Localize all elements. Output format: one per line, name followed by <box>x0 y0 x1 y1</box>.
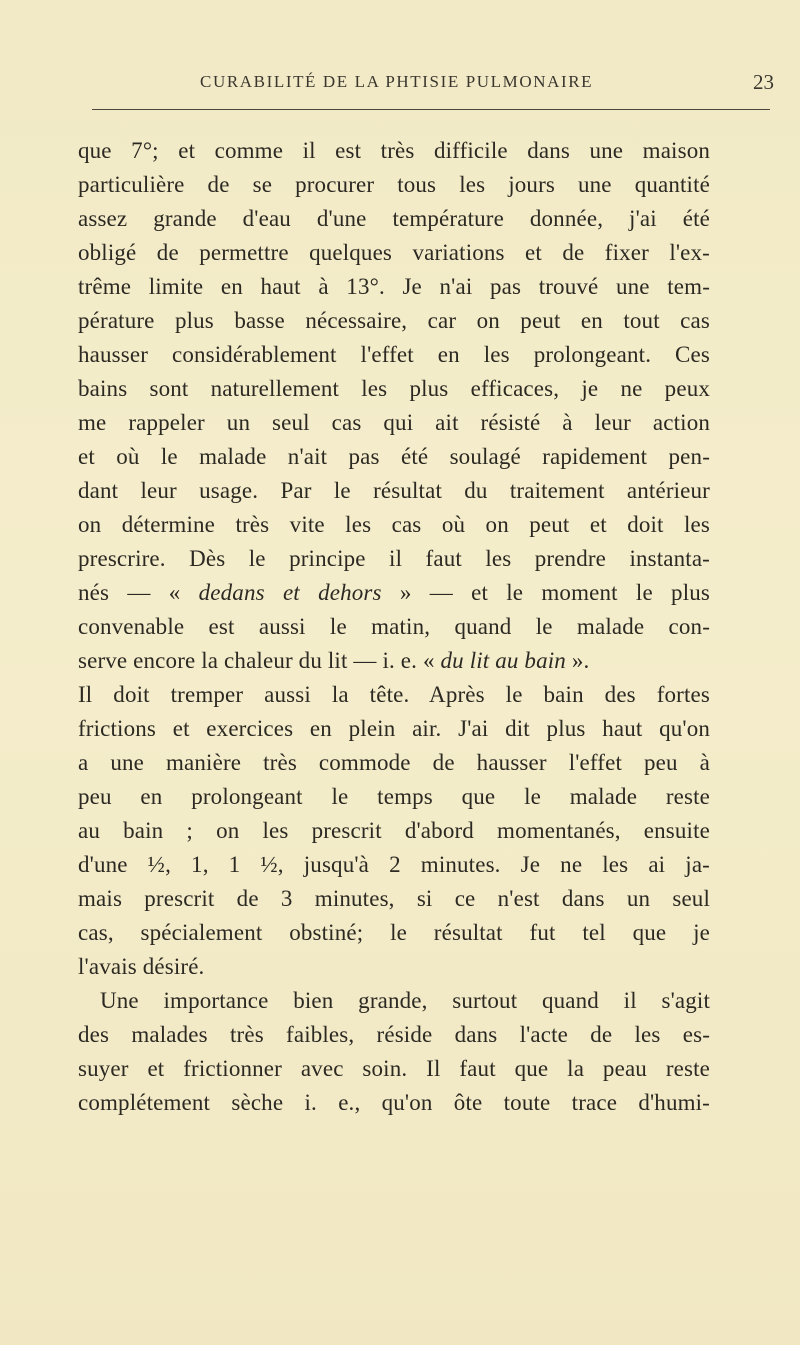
text-line: assez grande d'eau d'une température donnée, j'ai été <box>78 206 710 231</box>
text-segment: » — et le moment le plus <box>381 580 710 605</box>
text-line: des malades très faibles, réside dans l'acte de les es- <box>78 1022 710 1047</box>
header-rule <box>92 109 770 110</box>
text-line: l'avais désiré. <box>78 954 205 979</box>
text-line: complétement sèche i. e., qu'on ôte toute trace d'humi- <box>78 1090 710 1115</box>
text-line: Il doit tremper aussi la tête. Après le bain des fortes <box>78 682 710 707</box>
text-line: on détermine très vite les cas où on peut et doit les <box>78 512 710 537</box>
text-line: particulière de se procurer tous les jours une quantité <box>78 172 710 197</box>
text-line: et où le malade n'ait pas été soulagé rapidement pen- <box>78 444 710 469</box>
page-number: 23 <box>753 70 774 94</box>
text-line: convenable est aussi le matin, quand le malade con- <box>78 614 710 639</box>
text-line: frictions et exercices en plein air. J'ai dit plus haut qu'on <box>78 716 710 741</box>
text-line: suyer et frictionner avec soin. Il faut que la peau reste <box>78 1056 710 1081</box>
body-text <box>78 134 710 1120</box>
text-segment: serve encore la chaleur du lit — i. e. « <box>78 648 441 673</box>
text-line: pérature plus basse nécessaire, car on peut en tout cas <box>78 308 710 333</box>
text-line: d'une ½, 1, 1 ½, jusqu'à 2 minutes. Je ne les ai ja- <box>78 852 710 877</box>
text-line: cas, spécialement obstiné; le résultat fut tel que je <box>78 920 710 945</box>
italic-phrase: du lit au bain <box>440 648 566 673</box>
text-line: mais prescrit de 3 minutes, si ce n'est dans un seul <box>78 886 710 911</box>
text-segment: nés — « <box>78 580 199 605</box>
text-line: au bain ; on les prescrit d'abord momentanés, ensuite <box>78 818 710 843</box>
text-line: me rappeler un seul cas qui ait résisté à leur action <box>78 410 710 435</box>
text-line-italic-phrase <box>78 644 710 678</box>
text-line: que 7°; et comme il est très difficile dans une maison <box>78 138 710 163</box>
text-line: dant leur usage. Par le résultat du traitement antérieur <box>78 478 710 503</box>
running-title: CURABILITÉ DE LA PHTISIE PULMONAIRE <box>200 72 594 91</box>
text-line: Une importance bien grande, surtout quand il s'agit <box>100 988 710 1013</box>
running-head <box>92 72 782 102</box>
text-line: peu en prolongeant le temps que le malade reste <box>78 784 710 809</box>
text-line: prescrire. Dès le principe il faut les prendre instanta- <box>78 546 710 571</box>
text-segment: ». <box>565 648 590 673</box>
text-line: bains sont naturellement les plus efficaces, je ne peux <box>78 376 710 401</box>
text-line: a une manière très commode de hausser l'effet peu à <box>78 750 710 775</box>
text-line: obligé de permettre quelques variations et de fixer l'ex- <box>78 240 710 265</box>
text-line-italic-phrase <box>78 576 710 610</box>
text-line: trême limite en haut à 13°. Je n'ai pas trouvé une tem- <box>78 274 710 299</box>
italic-phrase: dedans et dehors <box>198 580 382 605</box>
text-line: hausser considérablement l'effet en les prolongeant. Ces <box>78 342 710 367</box>
